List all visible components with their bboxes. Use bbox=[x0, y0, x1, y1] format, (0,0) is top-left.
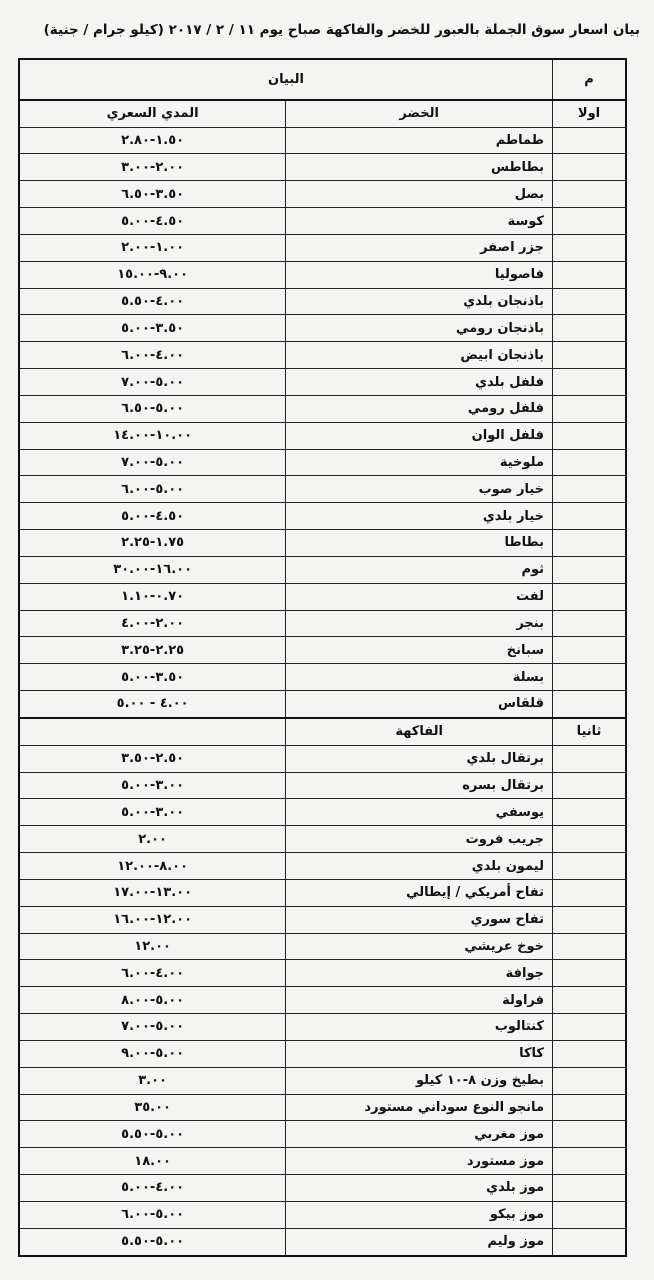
table-row bbox=[19, 745, 626, 772]
price-range: ٤.٥٠-٥.٠٠ bbox=[19, 503, 286, 530]
price-range: ٥.٠٠-٥.٥٠ bbox=[19, 1228, 286, 1256]
item-name: يوسفي bbox=[286, 799, 553, 826]
vegetables-section-header bbox=[19, 100, 626, 127]
table-row bbox=[19, 395, 626, 422]
table-top-header bbox=[19, 59, 626, 100]
index-cell bbox=[553, 933, 627, 960]
table-row bbox=[19, 933, 626, 960]
table-row bbox=[19, 1121, 626, 1148]
page-title: بيان اسعار سوق الجملة بالعبور للخضر والفاكهة صباح يوم ١١ / ٢ / ٢٠١٧ (كيلو جرام / جنية) bbox=[43, 22, 640, 38]
index-cell bbox=[553, 691, 627, 718]
price-range: ٥.٠٠-٧.٠٠ bbox=[19, 1014, 286, 1041]
item-name: خيار بلدي bbox=[286, 503, 553, 530]
item-name: ثوم bbox=[286, 556, 553, 583]
price-range: ٣.٥٠-٦.٥٠ bbox=[19, 181, 286, 208]
table-row bbox=[19, 1175, 626, 1202]
price-range: ١٢.٠٠-١٦.٠٠ bbox=[19, 906, 286, 933]
index-cell bbox=[553, 449, 627, 476]
index-cell bbox=[553, 664, 627, 691]
item-name: فلفل الوان bbox=[286, 422, 553, 449]
table-row bbox=[19, 369, 626, 396]
index-cell bbox=[553, 315, 627, 342]
vegetables-name-header: الخضر bbox=[286, 100, 553, 127]
table-row bbox=[19, 1228, 626, 1256]
vegetables-index: اولا bbox=[553, 100, 627, 127]
item-name: باذنجان ابيض bbox=[286, 342, 553, 369]
fruits-range-header bbox=[19, 718, 286, 745]
index-cell bbox=[553, 1040, 627, 1067]
price-range: ٤.٠٠-٦.٠٠ bbox=[19, 960, 286, 987]
table-row bbox=[19, 664, 626, 691]
price-range: ٤.٠٠-٥.٥٠ bbox=[19, 288, 286, 315]
index-cell bbox=[553, 826, 627, 853]
index-cell bbox=[553, 208, 627, 235]
table-row bbox=[19, 960, 626, 987]
table-row bbox=[19, 556, 626, 583]
item-name: جريب فروت bbox=[286, 826, 553, 853]
price-range: ٢.٠٠-٤.٠٠ bbox=[19, 610, 286, 637]
index-cell bbox=[553, 530, 627, 557]
price-range: ٥.٠٠-٦.٠٠ bbox=[19, 1201, 286, 1228]
table-row bbox=[19, 691, 626, 718]
price-range: ٣.٠٠-٥.٠٠ bbox=[19, 772, 286, 799]
price-range: ٥.٠٠-٩.٠٠ bbox=[19, 1040, 286, 1067]
table-row bbox=[19, 530, 626, 557]
index-cell bbox=[553, 637, 627, 664]
table-row bbox=[19, 1148, 626, 1175]
price-range: ٣.٥٠-٥.٠٠ bbox=[19, 664, 286, 691]
table-row bbox=[19, 772, 626, 799]
index-cell bbox=[553, 342, 627, 369]
price-range: ١٨.٠٠ bbox=[19, 1148, 286, 1175]
price-range: ١٦.٠٠-٣٠.٠٠ bbox=[19, 556, 286, 583]
index-cell bbox=[553, 395, 627, 422]
price-range: ١٠.٠٠-١٤.٠٠ bbox=[19, 422, 286, 449]
item-name: ليمون بلدي bbox=[286, 853, 553, 880]
index-cell bbox=[553, 181, 627, 208]
item-name: فلفل بلدي bbox=[286, 369, 553, 396]
price-range: ١.٥٠-٢.٨٠ bbox=[19, 127, 286, 154]
index-cell bbox=[553, 772, 627, 799]
index-cell bbox=[553, 799, 627, 826]
price-range: ٢.٠٠ bbox=[19, 826, 286, 853]
index-cell bbox=[553, 1228, 627, 1256]
item-name: لفت bbox=[286, 583, 553, 610]
index-cell bbox=[553, 422, 627, 449]
table-row bbox=[19, 503, 626, 530]
item-name: موز بيكو bbox=[286, 1201, 553, 1228]
fruits-name-header: الفاكهة bbox=[286, 718, 553, 745]
price-range: ٥.٠٠-٥.٥٠ bbox=[19, 1121, 286, 1148]
index-cell bbox=[553, 1201, 627, 1228]
index-cell bbox=[553, 288, 627, 315]
table-row bbox=[19, 288, 626, 315]
table-row bbox=[19, 826, 626, 853]
table-row bbox=[19, 261, 626, 288]
item-name: بطاطس bbox=[286, 154, 553, 181]
index-cell bbox=[553, 583, 627, 610]
price-range: ٠.٧٠-١.١٠ bbox=[19, 583, 286, 610]
item-name: موز وليم bbox=[286, 1228, 553, 1256]
table-row bbox=[19, 422, 626, 449]
item-name: سبانخ bbox=[286, 637, 553, 664]
price-range: ٣.٥٠-٥.٠٠ bbox=[19, 315, 286, 342]
index-cell bbox=[553, 1175, 627, 1202]
price-range: ٢.٥٠-٣.٥٠ bbox=[19, 745, 286, 772]
index-cell bbox=[553, 745, 627, 772]
price-range: ٣.٠٠ bbox=[19, 1067, 286, 1094]
price-range: ١٣.٠٠-١٧.٠٠ bbox=[19, 879, 286, 906]
index-cell bbox=[553, 1067, 627, 1094]
price-range: ٩.٠٠-١٥.٠٠ bbox=[19, 261, 286, 288]
table-row bbox=[19, 208, 626, 235]
table-row bbox=[19, 1014, 626, 1041]
table-row bbox=[19, 879, 626, 906]
index-cell bbox=[553, 154, 627, 181]
index-cell bbox=[553, 987, 627, 1014]
fruits-section-header bbox=[19, 718, 626, 745]
item-name: جوافة bbox=[286, 960, 553, 987]
price-range: ٥.٠٠-٧.٠٠ bbox=[19, 449, 286, 476]
item-name: موز مغربي bbox=[286, 1121, 553, 1148]
price-range: ٤.٠٠-٦.٠٠ bbox=[19, 342, 286, 369]
table-row bbox=[19, 1040, 626, 1067]
item-name: موز مستورد bbox=[286, 1148, 553, 1175]
index-cell bbox=[553, 261, 627, 288]
item-name: برتقال بسره bbox=[286, 772, 553, 799]
index-cell bbox=[553, 1094, 627, 1121]
index-cell bbox=[553, 127, 627, 154]
item-name: بطاطا bbox=[286, 530, 553, 557]
table-row bbox=[19, 1094, 626, 1121]
table-row bbox=[19, 154, 626, 181]
price-range: ٤.٠٠-٥.٠٠ bbox=[19, 1175, 286, 1202]
table-row bbox=[19, 637, 626, 664]
table-row bbox=[19, 610, 626, 637]
item-name: تفاح سوري bbox=[286, 906, 553, 933]
item-name: قلقاس bbox=[286, 691, 553, 718]
item-name: كوسة bbox=[286, 208, 553, 235]
item-name: بطيخ وزن ٨-١٠ كيلو bbox=[286, 1067, 553, 1094]
table-row bbox=[19, 799, 626, 826]
item-name: خوخ عريشي bbox=[286, 933, 553, 960]
price-range: ٨.٠٠-١٢.٠٠ bbox=[19, 853, 286, 880]
index-cell bbox=[553, 556, 627, 583]
price-range: ٥.٠٠-٦.٥٠ bbox=[19, 395, 286, 422]
price-range: ٣.٠٠-٥.٠٠ bbox=[19, 799, 286, 826]
price-range: ١.٠٠-٢.٠٠ bbox=[19, 234, 286, 261]
table-row bbox=[19, 181, 626, 208]
item-name: موز بلدي bbox=[286, 1175, 553, 1202]
item-name: برتقال بلدي bbox=[286, 745, 553, 772]
item-name: كاكا bbox=[286, 1040, 553, 1067]
table-row bbox=[19, 906, 626, 933]
index-cell bbox=[553, 476, 627, 503]
index-cell bbox=[553, 234, 627, 261]
table-row bbox=[19, 583, 626, 610]
item-name: خيار صوب bbox=[286, 476, 553, 503]
price-range: ٢.٠٠-٣.٠٠ bbox=[19, 154, 286, 181]
index-cell bbox=[553, 879, 627, 906]
item-name: فلفل رومي bbox=[286, 395, 553, 422]
table-row bbox=[19, 234, 626, 261]
table-row bbox=[19, 315, 626, 342]
price-table bbox=[18, 58, 627, 1257]
price-range: ٤.٥٠-٥.٠٠ bbox=[19, 208, 286, 235]
range-header: المدي السعري bbox=[19, 100, 286, 127]
price-range: ١٢.٠٠ bbox=[19, 933, 286, 960]
table-row bbox=[19, 342, 626, 369]
price-range: ٣٥.٠٠ bbox=[19, 1094, 286, 1121]
price-range: ١.٧٥-٢.٢٥ bbox=[19, 530, 286, 557]
table-row bbox=[19, 127, 626, 154]
price-range: ٥.٠٠-٨.٠٠ bbox=[19, 987, 286, 1014]
table-row bbox=[19, 853, 626, 880]
index-cell bbox=[553, 960, 627, 987]
item-name: تفاح أمريكي / إيطالي bbox=[286, 879, 553, 906]
item-name: جزر اصفر bbox=[286, 234, 553, 261]
item-name: بسلة bbox=[286, 664, 553, 691]
item-name: ملوخية bbox=[286, 449, 553, 476]
table-row bbox=[19, 1067, 626, 1094]
price-range: ٥.٠٠-٧.٠٠ bbox=[19, 369, 286, 396]
item-name: طماطم bbox=[286, 127, 553, 154]
item-name: باذنجان رومي bbox=[286, 315, 553, 342]
index-cell bbox=[553, 1148, 627, 1175]
price-range: ٥.٠٠-٦.٠٠ bbox=[19, 476, 286, 503]
price-range: ٤.٠٠ - ٥.٠٠ bbox=[19, 691, 286, 718]
item-name: فراولة bbox=[286, 987, 553, 1014]
table-row bbox=[19, 476, 626, 503]
price-range: ٢.٢٥-٣.٢٥ bbox=[19, 637, 286, 664]
fruits-index: ثانيا bbox=[553, 718, 627, 745]
item-name: مانجو النوع سوداني مستورد bbox=[286, 1094, 553, 1121]
index-cell bbox=[553, 853, 627, 880]
index-cell bbox=[553, 369, 627, 396]
item-name: فاصوليا bbox=[286, 261, 553, 288]
m-header: م bbox=[553, 59, 627, 100]
index-cell bbox=[553, 1014, 627, 1041]
index-cell bbox=[553, 503, 627, 530]
index-cell bbox=[553, 906, 627, 933]
table-row bbox=[19, 1201, 626, 1228]
index-cell bbox=[553, 1121, 627, 1148]
index-cell bbox=[553, 610, 627, 637]
item-name: بنجر bbox=[286, 610, 553, 637]
item-name: باذنجان بلدي bbox=[286, 288, 553, 315]
table-row bbox=[19, 449, 626, 476]
item-name: كنتالوب bbox=[286, 1014, 553, 1041]
bayan-header: البيان bbox=[19, 59, 553, 100]
item-name: بصل bbox=[286, 181, 553, 208]
table-row bbox=[19, 987, 626, 1014]
